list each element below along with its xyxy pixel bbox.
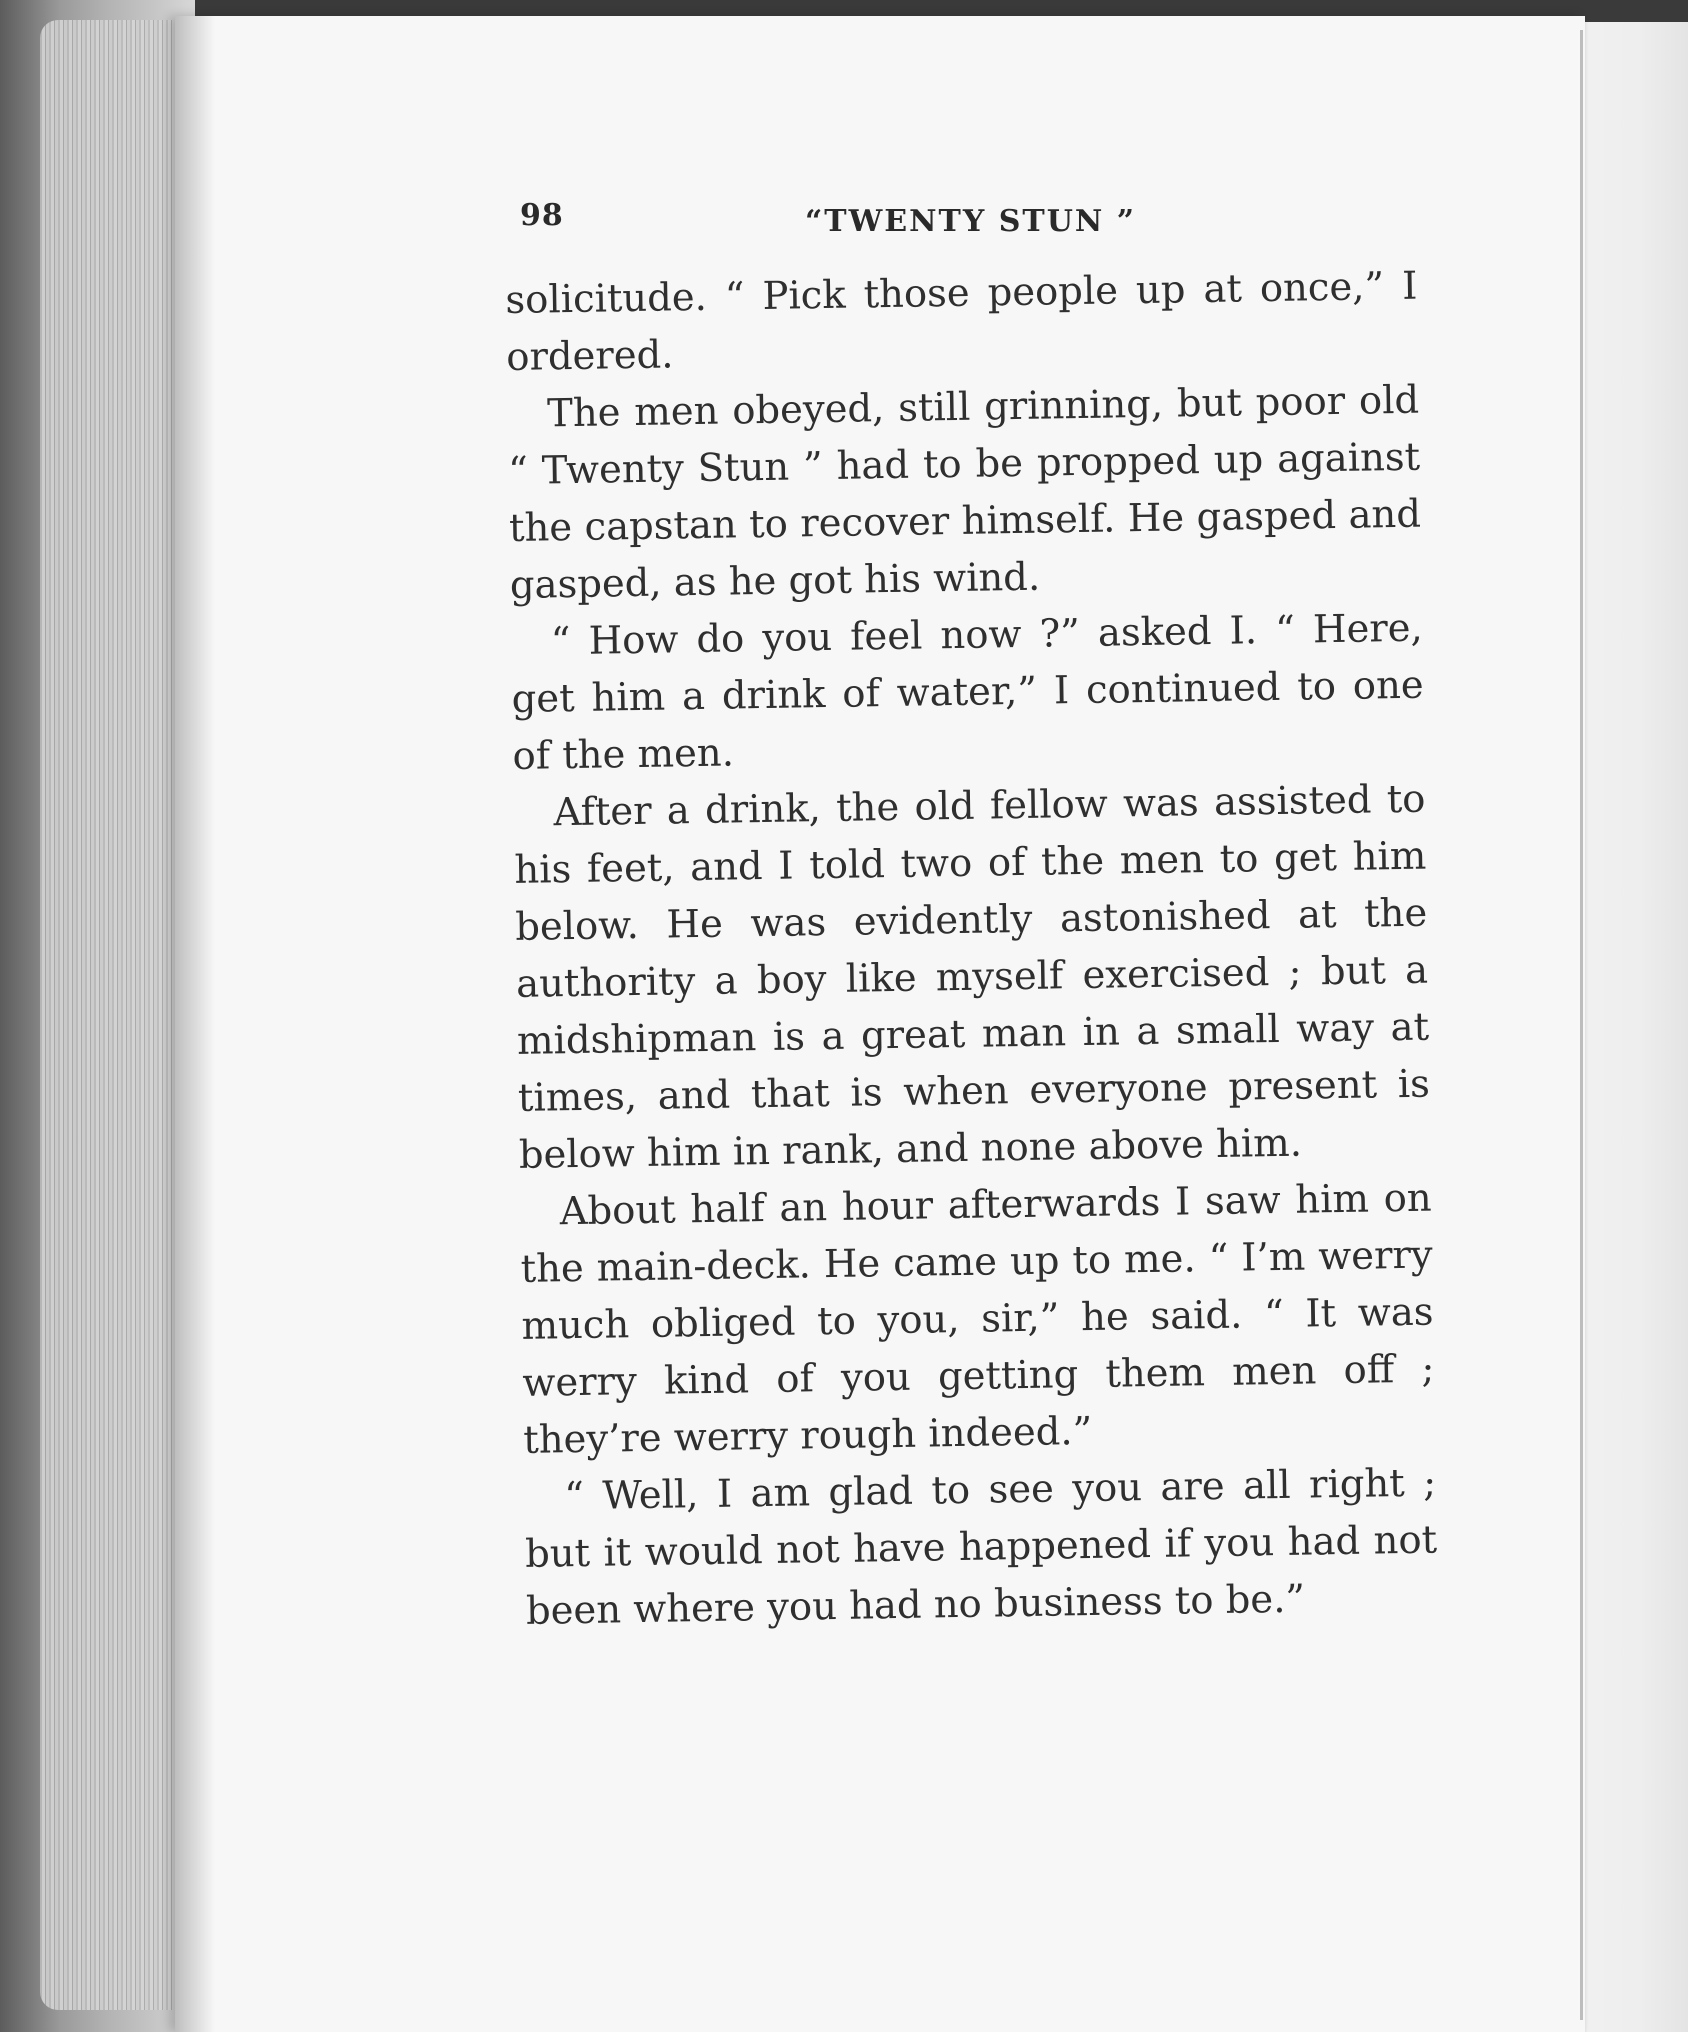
gutter-shadow <box>175 16 215 2032</box>
body-text <box>505 258 1438 1640</box>
paragraph: solicitude. “ Pick those people up at once,” I ordered. <box>505 263 1418 380</box>
next-page-edge <box>1578 22 1688 2032</box>
paragraph: After a drink, the old fellow was assisted to his feet, and I told two of the men to get him below. He was evidently astonished at the authority a boy like myself exercised ; but a midshipman is a great man in a small way at times, and that is when everyone present is below him in rank, and none above him. <box>514 776 1431 1178</box>
paragraph: “ Well, I am glad to see you are all right ; but it would not have happened if you had not been where you had no business to be.” <box>524 1460 1438 1634</box>
running-title: “TWENTY STUN ” <box>805 204 1137 239</box>
page-fold-line <box>1580 30 1583 2020</box>
page-header <box>520 198 1420 248</box>
page-stack-edges <box>40 20 190 2010</box>
paragraph: The men obeyed, still grinning, but poor old “ Twenty Stun ” had to be propped up against the capstan to recover himself. He gasped and gasped, as he got his wind. <box>507 377 1422 608</box>
page-number: 98 <box>520 198 564 233</box>
paragraph: About half an hour afterwards I saw him on the main-deck. He came up to me. “ I’m werry much obliged to you, sir,” he said. “ It was werry kind of you getting them men off ; they’re werry rough indeed.” <box>520 1175 1435 1463</box>
paragraph: “ How do you feel now ?” asked I. “ Here, get him a drink of water,” I continued to one of the men. <box>511 605 1424 779</box>
